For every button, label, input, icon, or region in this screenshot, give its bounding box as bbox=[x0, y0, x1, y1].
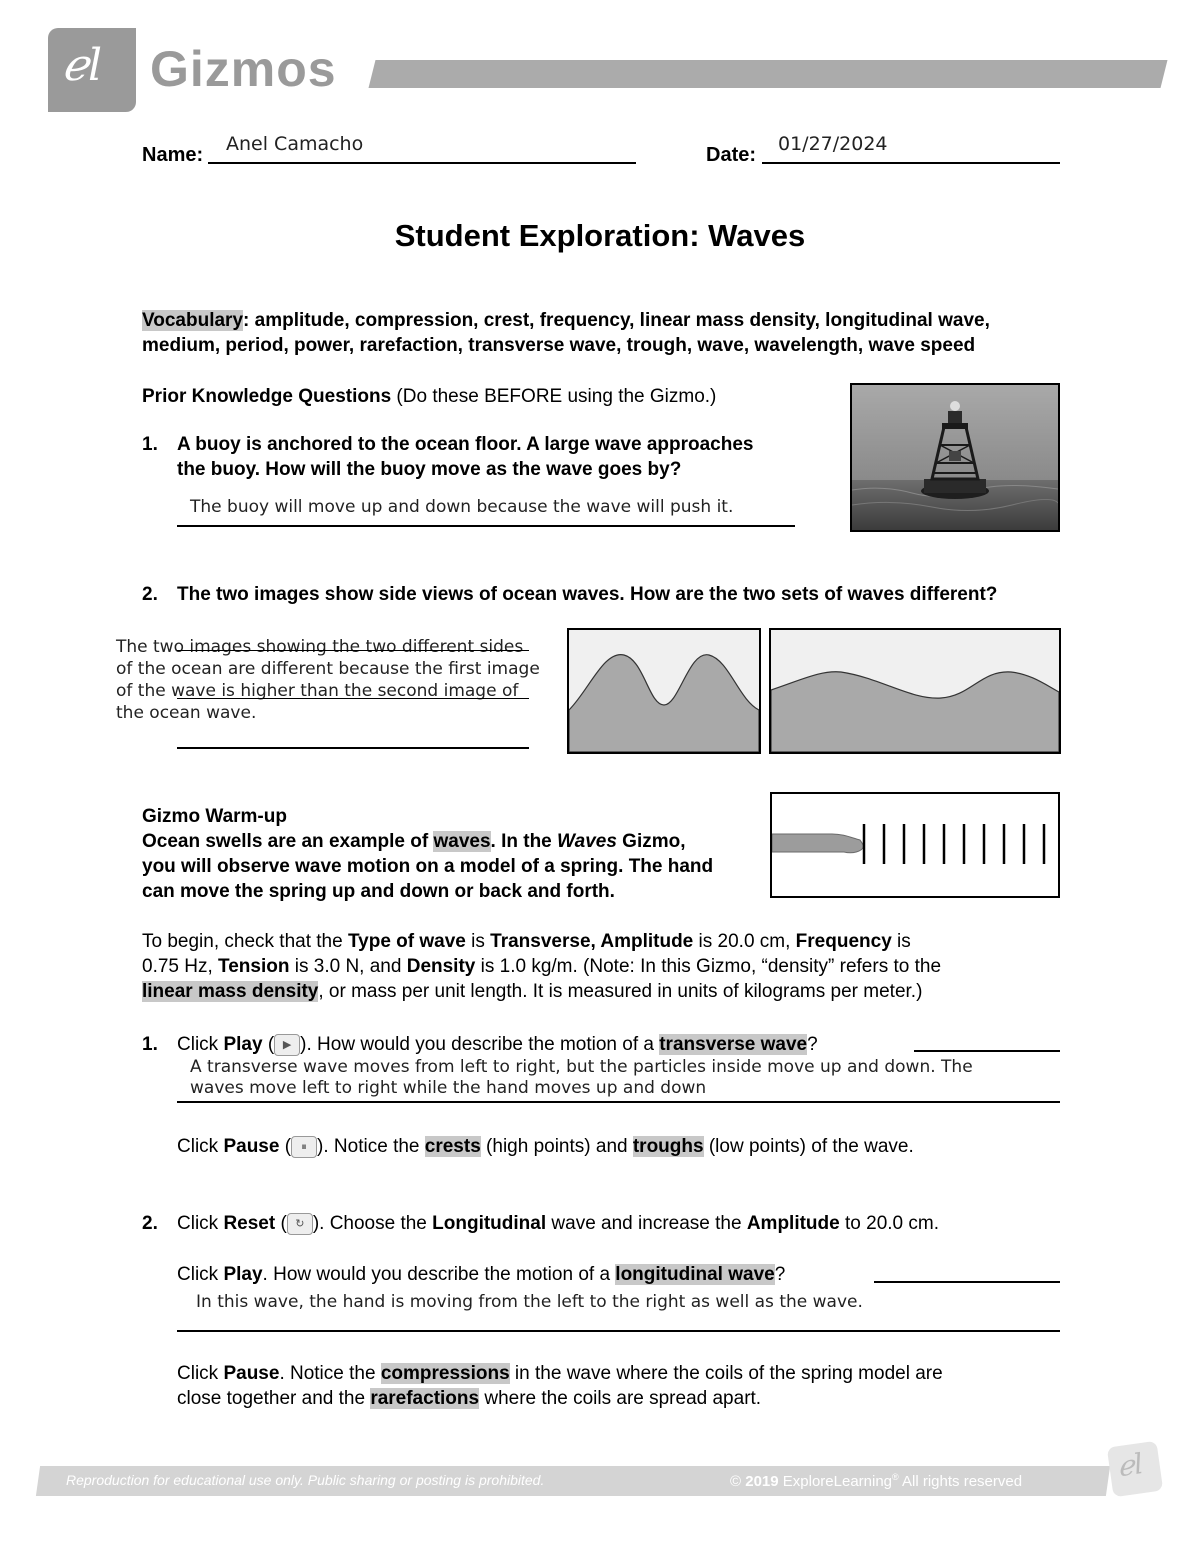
setup-f: is 3.0 N, and bbox=[289, 956, 407, 977]
warmup-q2-line bbox=[177, 1330, 1060, 1332]
setup-tension: Tension bbox=[218, 956, 290, 977]
prior-q2-answer-line4: the ocean wave. bbox=[116, 703, 257, 723]
q1-c: ). How would you describe the motion of a bbox=[300, 1034, 660, 1055]
logo-glyph: ℯl bbox=[62, 40, 103, 91]
q1-a: Click bbox=[177, 1034, 224, 1055]
pause-b: ( bbox=[279, 1136, 292, 1157]
pause-icon[interactable]: ⏸ bbox=[291, 1136, 317, 1158]
setup-frequency: Frequency bbox=[795, 931, 892, 952]
term-waves: waves bbox=[433, 831, 491, 852]
term-rarefactions: rarefactions bbox=[370, 1388, 480, 1409]
q2-pause-label: Pause bbox=[223, 1363, 280, 1384]
prior-heading bbox=[142, 384, 716, 409]
name-line bbox=[208, 162, 636, 164]
q2-b: ( bbox=[275, 1213, 287, 1234]
vocabulary-line1: : amplitude, compression, crest, frequency, linear mass density, longitudinal wave, bbox=[243, 310, 990, 331]
play-icon[interactable]: ▶ bbox=[274, 1034, 300, 1056]
page-title: Student Exploration: Waves bbox=[394, 218, 806, 253]
footer-logo-glyph: ℯl bbox=[1115, 1447, 1146, 1484]
term-linear-mass-density: linear mass density bbox=[142, 981, 319, 1002]
explorelearning-logo bbox=[48, 28, 136, 112]
prior-q2-answer-line2: of the ocean are different because the first image bbox=[116, 659, 540, 679]
gentle-waves-drawing bbox=[771, 630, 1059, 752]
pause-a: Click bbox=[177, 1136, 224, 1157]
q2-pause-line2-a: close together and the bbox=[177, 1388, 371, 1409]
prior-q2-answer-line1: The two images showing the two different sides bbox=[116, 637, 524, 657]
tall-waves-drawing bbox=[569, 630, 759, 752]
prior-q2-answer-line3: of the wave is higher than the second image of bbox=[116, 681, 519, 701]
q2-reset-label: Reset bbox=[223, 1213, 276, 1234]
prior-heading-label: Prior Knowledge Questions bbox=[142, 386, 392, 407]
vocabulary bbox=[142, 308, 1062, 358]
q2-play-a: Click bbox=[177, 1264, 224, 1285]
warmup-q1-answer-line1: A transverse wave moves from left to right, but the particles inside move up and down. The bbox=[190, 1057, 973, 1077]
warmup-q2-number: 2. bbox=[142, 1213, 158, 1234]
q1-b: ( bbox=[262, 1034, 275, 1055]
q2-longitudinal: Longitudinal bbox=[432, 1213, 547, 1234]
pause-label: Pause bbox=[223, 1136, 280, 1157]
copyright-symbol: © bbox=[730, 1473, 746, 1490]
q2-e: to 20.0 cm. bbox=[839, 1213, 939, 1234]
warmup-heading: Gizmo Warm-up bbox=[142, 806, 287, 827]
q2-pause-line2-b: where the coils are spread apart. bbox=[479, 1388, 762, 1409]
prior-q2-number: 2. bbox=[142, 584, 158, 605]
q1-play-label: Play bbox=[223, 1034, 263, 1055]
prior-q1-line2: the buoy. How will the buoy move as the wave goes by? bbox=[177, 459, 682, 480]
warmup-intro-b: . In the bbox=[490, 831, 558, 852]
warmup-setup bbox=[142, 929, 1072, 1004]
warmup-q1-line bbox=[177, 1101, 1060, 1103]
vocabulary-label: Vocabulary bbox=[142, 310, 244, 331]
term-longitudinal-wave: longitudinal wave bbox=[615, 1264, 775, 1285]
setup-b: is bbox=[465, 931, 491, 952]
prior-q1-line bbox=[177, 525, 795, 527]
warmup-q1-line-short bbox=[914, 1050, 1060, 1052]
registered-mark: ® bbox=[892, 1472, 899, 1482]
warmup-q2-pause bbox=[177, 1361, 1077, 1411]
spring-hand-image bbox=[770, 792, 1060, 898]
footer-copyright bbox=[730, 1472, 1022, 1490]
prior-q2-line-3 bbox=[177, 747, 529, 749]
q2-a: Click bbox=[177, 1213, 224, 1234]
prior-q2-line-2 bbox=[177, 698, 529, 699]
header-bar bbox=[369, 60, 1168, 88]
spring-hand-drawing bbox=[772, 794, 1058, 896]
warmup-intro-line2: you will observe wave motion on a model of a spring. The hand bbox=[142, 856, 714, 877]
setup-type: Type of wave bbox=[347, 931, 466, 952]
pause-d: (high points) and bbox=[480, 1136, 633, 1157]
warmup-q1-text bbox=[177, 1032, 818, 1057]
warmup-q2-text bbox=[177, 1211, 939, 1236]
tall-waves-image bbox=[567, 628, 761, 754]
q2-amplitude: Amplitude bbox=[746, 1213, 840, 1234]
q2-play-b: . How would you describe the motion of a bbox=[262, 1264, 616, 1285]
setup-e: 0.75 Hz, bbox=[142, 956, 219, 977]
q2-play-c: ? bbox=[774, 1264, 786, 1285]
reset-icon[interactable]: ↻ bbox=[287, 1213, 313, 1235]
q2-pause-c: in the wave where the coils of the spring model are bbox=[509, 1363, 943, 1384]
warmup-q2-line-short bbox=[874, 1281, 1060, 1283]
date-line bbox=[762, 162, 1060, 164]
setup-density: Density bbox=[406, 956, 476, 977]
warmup-q1-number: 1. bbox=[142, 1034, 158, 1055]
prior-q2-line-1 bbox=[177, 650, 529, 651]
q2-d: wave and increase the bbox=[546, 1213, 747, 1234]
term-crests: crests bbox=[424, 1136, 481, 1157]
setup-transverse: Transverse, Amplitude bbox=[490, 931, 694, 952]
copyright-rights: All rights reserved bbox=[898, 1473, 1023, 1490]
setup-h: , or mass per unit length. It is measured in units of kilograms per meter.) bbox=[318, 981, 923, 1002]
setup-g: is 1.0 kg/m. (Note: In this Gizmo, “density” refers to the bbox=[475, 956, 942, 977]
gentle-waves-image bbox=[769, 628, 1061, 754]
vocabulary-line2: medium, period, power, rarefaction, transverse wave, trough, wave, wavelength, wave speed bbox=[142, 335, 976, 356]
setup-a: To begin, check that the bbox=[142, 931, 348, 952]
copyright-year: 2019 bbox=[745, 1473, 779, 1490]
q2-c: ). Choose the bbox=[312, 1213, 433, 1234]
warmup-intro-italic: Waves bbox=[557, 831, 617, 852]
prior-q1-answer[interactable]: The buoy will move up and down because the wave will push it. bbox=[190, 497, 734, 517]
buoy-photo bbox=[850, 383, 1060, 532]
q2-play-label: Play bbox=[223, 1264, 263, 1285]
q2-pause-b: . Notice the bbox=[279, 1363, 381, 1384]
footer-disclaimer: Reproduction for educational use only. Public sharing or posting is prohibited. bbox=[66, 1472, 545, 1488]
prior-q1-text bbox=[177, 432, 817, 482]
pause-e: (low points) of the wave. bbox=[703, 1136, 914, 1157]
warmup-intro bbox=[142, 829, 762, 904]
warmup-intro-c: Gizmo, bbox=[616, 831, 686, 852]
warmup-q1-answer[interactable] bbox=[190, 1057, 1050, 1099]
warmup-q2-play bbox=[177, 1262, 785, 1287]
warmup-intro-a: Ocean swells are an example of bbox=[142, 831, 434, 852]
term-troughs: troughs bbox=[632, 1136, 704, 1157]
name-label: Name: bbox=[142, 144, 204, 166]
copyright-company: ExploreLearning bbox=[778, 1473, 893, 1490]
prior-q1-number: 1. bbox=[142, 434, 158, 455]
term-compressions: compressions bbox=[380, 1363, 510, 1384]
prior-q2-text: The two images show side views of ocean waves. How are the two sets of waves different? bbox=[177, 584, 998, 605]
prior-q1-line1: A buoy is anchored to the ocean floor. A large wave approaches bbox=[177, 434, 754, 455]
q1-d: ? bbox=[807, 1034, 818, 1055]
date-value[interactable]: 01/27/2024 bbox=[778, 133, 888, 155]
pause-c: ). Notice the bbox=[317, 1136, 425, 1157]
q2-pause-a: Click bbox=[177, 1363, 224, 1384]
warmup-q2-answer[interactable]: In this wave, the hand is moving from the left to the right as well as the wave. bbox=[196, 1292, 863, 1312]
footer-logo bbox=[1107, 1441, 1163, 1497]
name-value[interactable]: Anel Camacho bbox=[226, 133, 364, 155]
setup-c: is 20.0 cm, bbox=[693, 931, 796, 952]
brand-title: Gizmos bbox=[150, 41, 337, 97]
date-label: Date: bbox=[706, 144, 757, 166]
prior-heading-note: (Do these BEFORE using the Gizmo.) bbox=[391, 386, 717, 407]
pause-instruction bbox=[177, 1134, 914, 1159]
buoy-illustration bbox=[852, 385, 1058, 530]
warmup-intro-line3: can move the spring up and down or back and forth. bbox=[142, 881, 615, 902]
warmup-q1-answer-line2: waves move left to right while the hand moves up and down bbox=[190, 1078, 707, 1098]
setup-d: is bbox=[891, 931, 911, 952]
term-transverse-wave: transverse wave bbox=[659, 1034, 808, 1055]
